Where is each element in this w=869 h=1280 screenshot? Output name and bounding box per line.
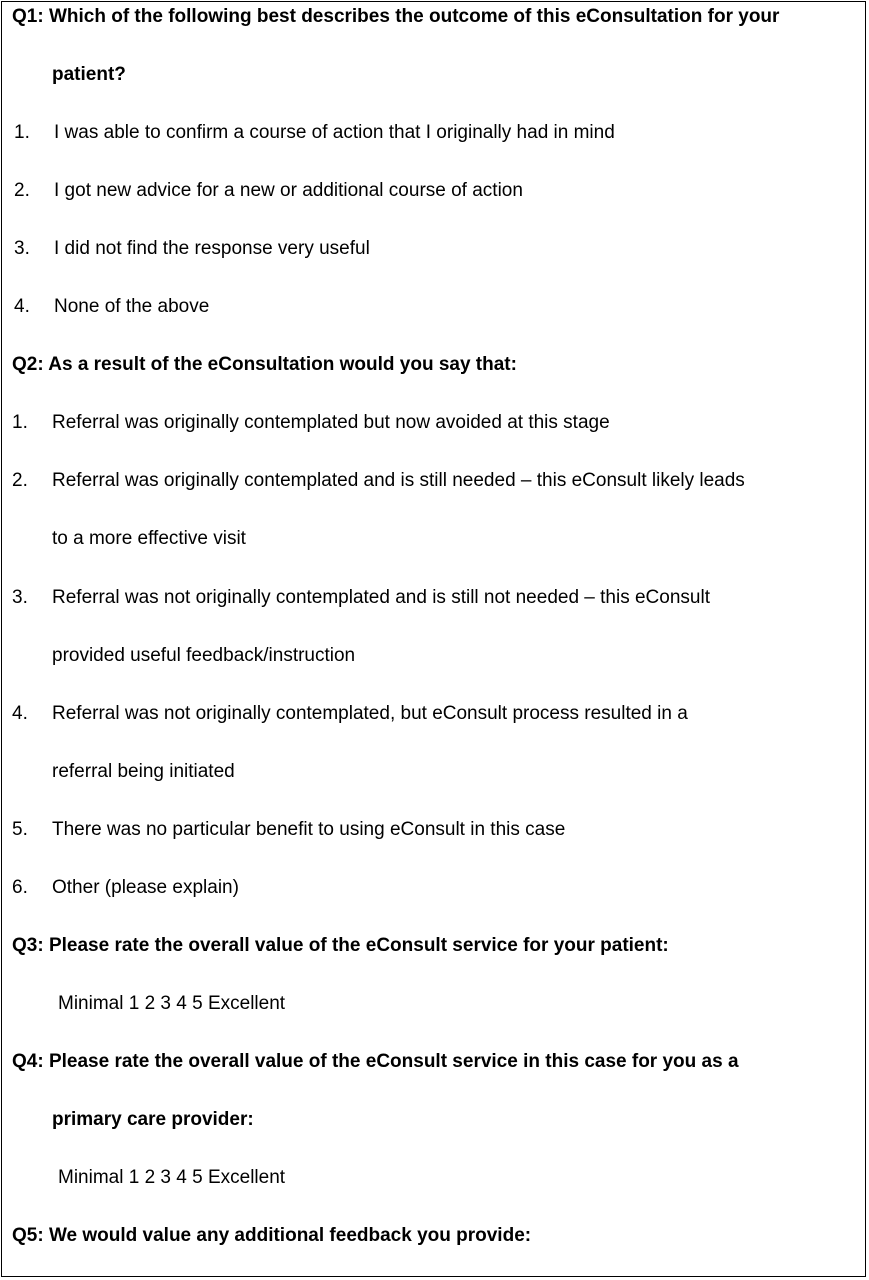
q1-option-text[interactable]: I got new advice for a new or additional course of action	[54, 180, 523, 201]
q1-option-number: 4.	[14, 296, 30, 317]
q2-option-number: 6.	[12, 877, 28, 898]
q1-option-number: 2.	[14, 180, 30, 201]
q2-option-text[interactable]: Referral was originally contemplated and is still needed – this eConsult likely leads	[52, 470, 745, 491]
q1-option-number: 3.	[14, 238, 30, 259]
q2-option-text-continued: to a more effective visit	[52, 528, 246, 549]
q2-option-number: 2.	[12, 470, 28, 491]
q1-question-continued: patient?	[52, 64, 126, 85]
q2-option-text[interactable]: Referral was not originally contemplated, but eConsult process resulted in a	[52, 703, 688, 724]
q1-option-text[interactable]: I did not find the response very useful	[54, 238, 370, 259]
q2-option-text[interactable]: Referral was not originally contemplated and is still not needed – this eConsult	[52, 587, 710, 608]
q1-option-text[interactable]: I was able to confirm a course of action that I originally had in mind	[54, 122, 615, 143]
q2-option-text-continued: provided useful feedback/instruction	[52, 645, 356, 666]
q2-option-number: 5.	[12, 819, 28, 840]
q4-rating-scale[interactable]: Minimal 1 2 3 4 5 Excellent	[58, 1167, 286, 1188]
q2-option-text[interactable]: Referral was originally contemplated but now avoided at this stage	[52, 412, 610, 433]
q2-option-number: 1.	[12, 412, 28, 433]
q2-option-text-continued: referral being initiated	[52, 761, 235, 782]
q2-option-text[interactable]: Other (please explain)	[52, 877, 239, 898]
q3-rating-scale[interactable]: Minimal 1 2 3 4 5 Excellent	[58, 993, 286, 1014]
q1-option-text[interactable]: None of the above	[54, 296, 210, 317]
q3-question: Q3: Please rate the overall value of the eConsult service for your patient:	[12, 935, 669, 956]
q2-option-number: 4.	[12, 703, 28, 724]
q4-question: Q4: Please rate the overall value of the eConsult service in this case for you as a	[12, 1051, 739, 1072]
q5-question: Q5: We would value any additional feedback you provide:	[12, 1225, 532, 1246]
q1-question: Q1: Which of the following best describes the outcome of this eConsultation for your	[12, 6, 780, 27]
q1-option-number: 1.	[14, 122, 30, 143]
q2-question: Q2: As a result of the eConsultation would you say that:	[12, 354, 517, 375]
q4-question-continued: primary care provider:	[52, 1109, 254, 1130]
q2-option-text[interactable]: There was no particular benefit to using eConsult in this case	[52, 819, 566, 840]
q2-option-number: 3.	[12, 587, 28, 608]
